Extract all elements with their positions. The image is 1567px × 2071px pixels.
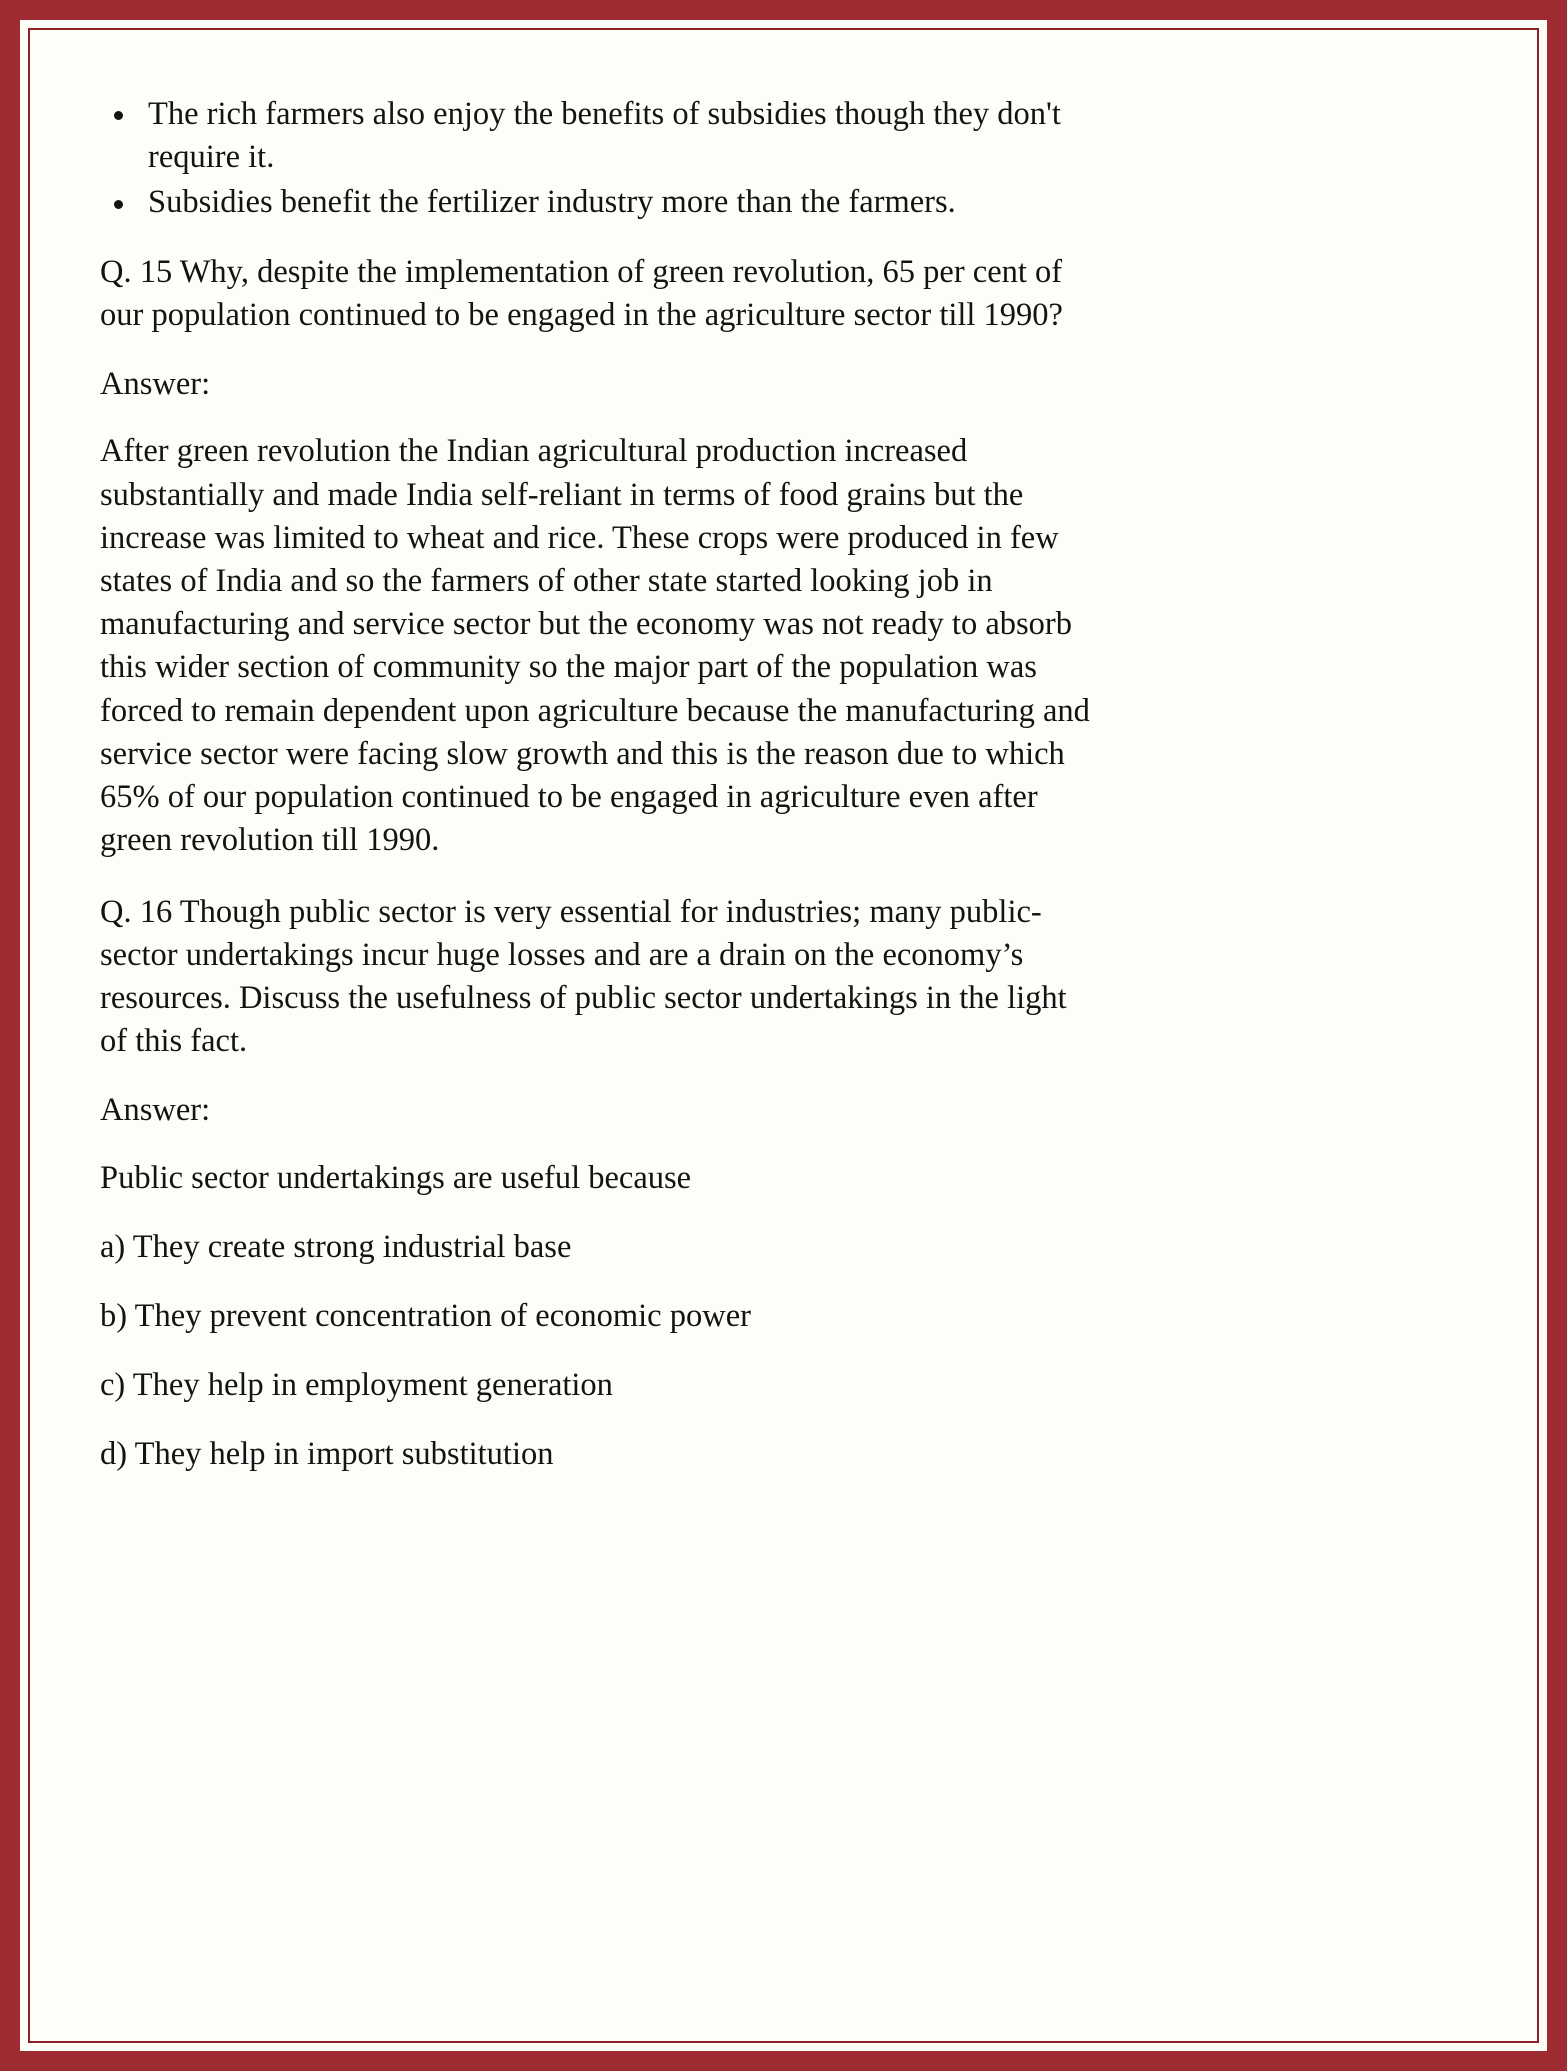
list-item	[100, 181, 1090, 224]
paper-surface	[31, 31, 1536, 2040]
subsidy-bullet-list	[100, 93, 1090, 225]
answer-15-label: Answer:	[100, 366, 211, 403]
answer-16-point-c: c) They help in employment generation	[100, 1367, 613, 1404]
answer-16-point-b: b) They prevent concentration of economic power	[100, 1298, 751, 1335]
answer-16-intro: Public sector undertakings are useful because	[100, 1159, 692, 1196]
bullet-text: Subsidies benefit the fertilizer industry more than the farmers.	[148, 184, 956, 221]
answer-16-label: Answer:	[100, 1092, 211, 1129]
bullet-dot-icon	[114, 200, 123, 209]
answer-15-body: After green revolution the Indian agricultural production increased substantially and made India self-reliant in terms of food grains but the increase was limited to wheat and rice. These crops were produced in few states of India and so the farmers of other state started looking job in manufacturing and service sector but the economy was not ready to absorb this wider section of community so the major part of the population was forced to remain dependent upon agriculture because the manufacturing and service sector were facing slow growth and this is the reason due to which 65% of our population continued to be engaged in agriculture even after green revolution till 1990.	[100, 433, 1090, 859]
list-item	[100, 93, 1090, 179]
bullet-dot-icon	[114, 111, 123, 120]
document-content	[100, 93, 1090, 1477]
answer-16-point-a: a) They create strong industrial base	[100, 1228, 572, 1265]
question-15-text: Q. 15 Why, despite the implementation of green revolution, 65 per cent of our population continued to be engaged in the agriculture sector till 1990?	[100, 253, 1063, 333]
question-16-text: Q. 16 Though public sector is very essential for industries; many public-sector undertakings incur huge losses and are a drain on the economy’s resources. Discuss the usefulness of public sector undertakings in the light of this fact.	[100, 893, 1067, 1060]
answer-16-point-d: d) They help in import substitution	[100, 1436, 554, 1473]
bullet-text: The rich farmers also enjoy the benefits of subsidies though they don't require it.	[148, 96, 1061, 176]
